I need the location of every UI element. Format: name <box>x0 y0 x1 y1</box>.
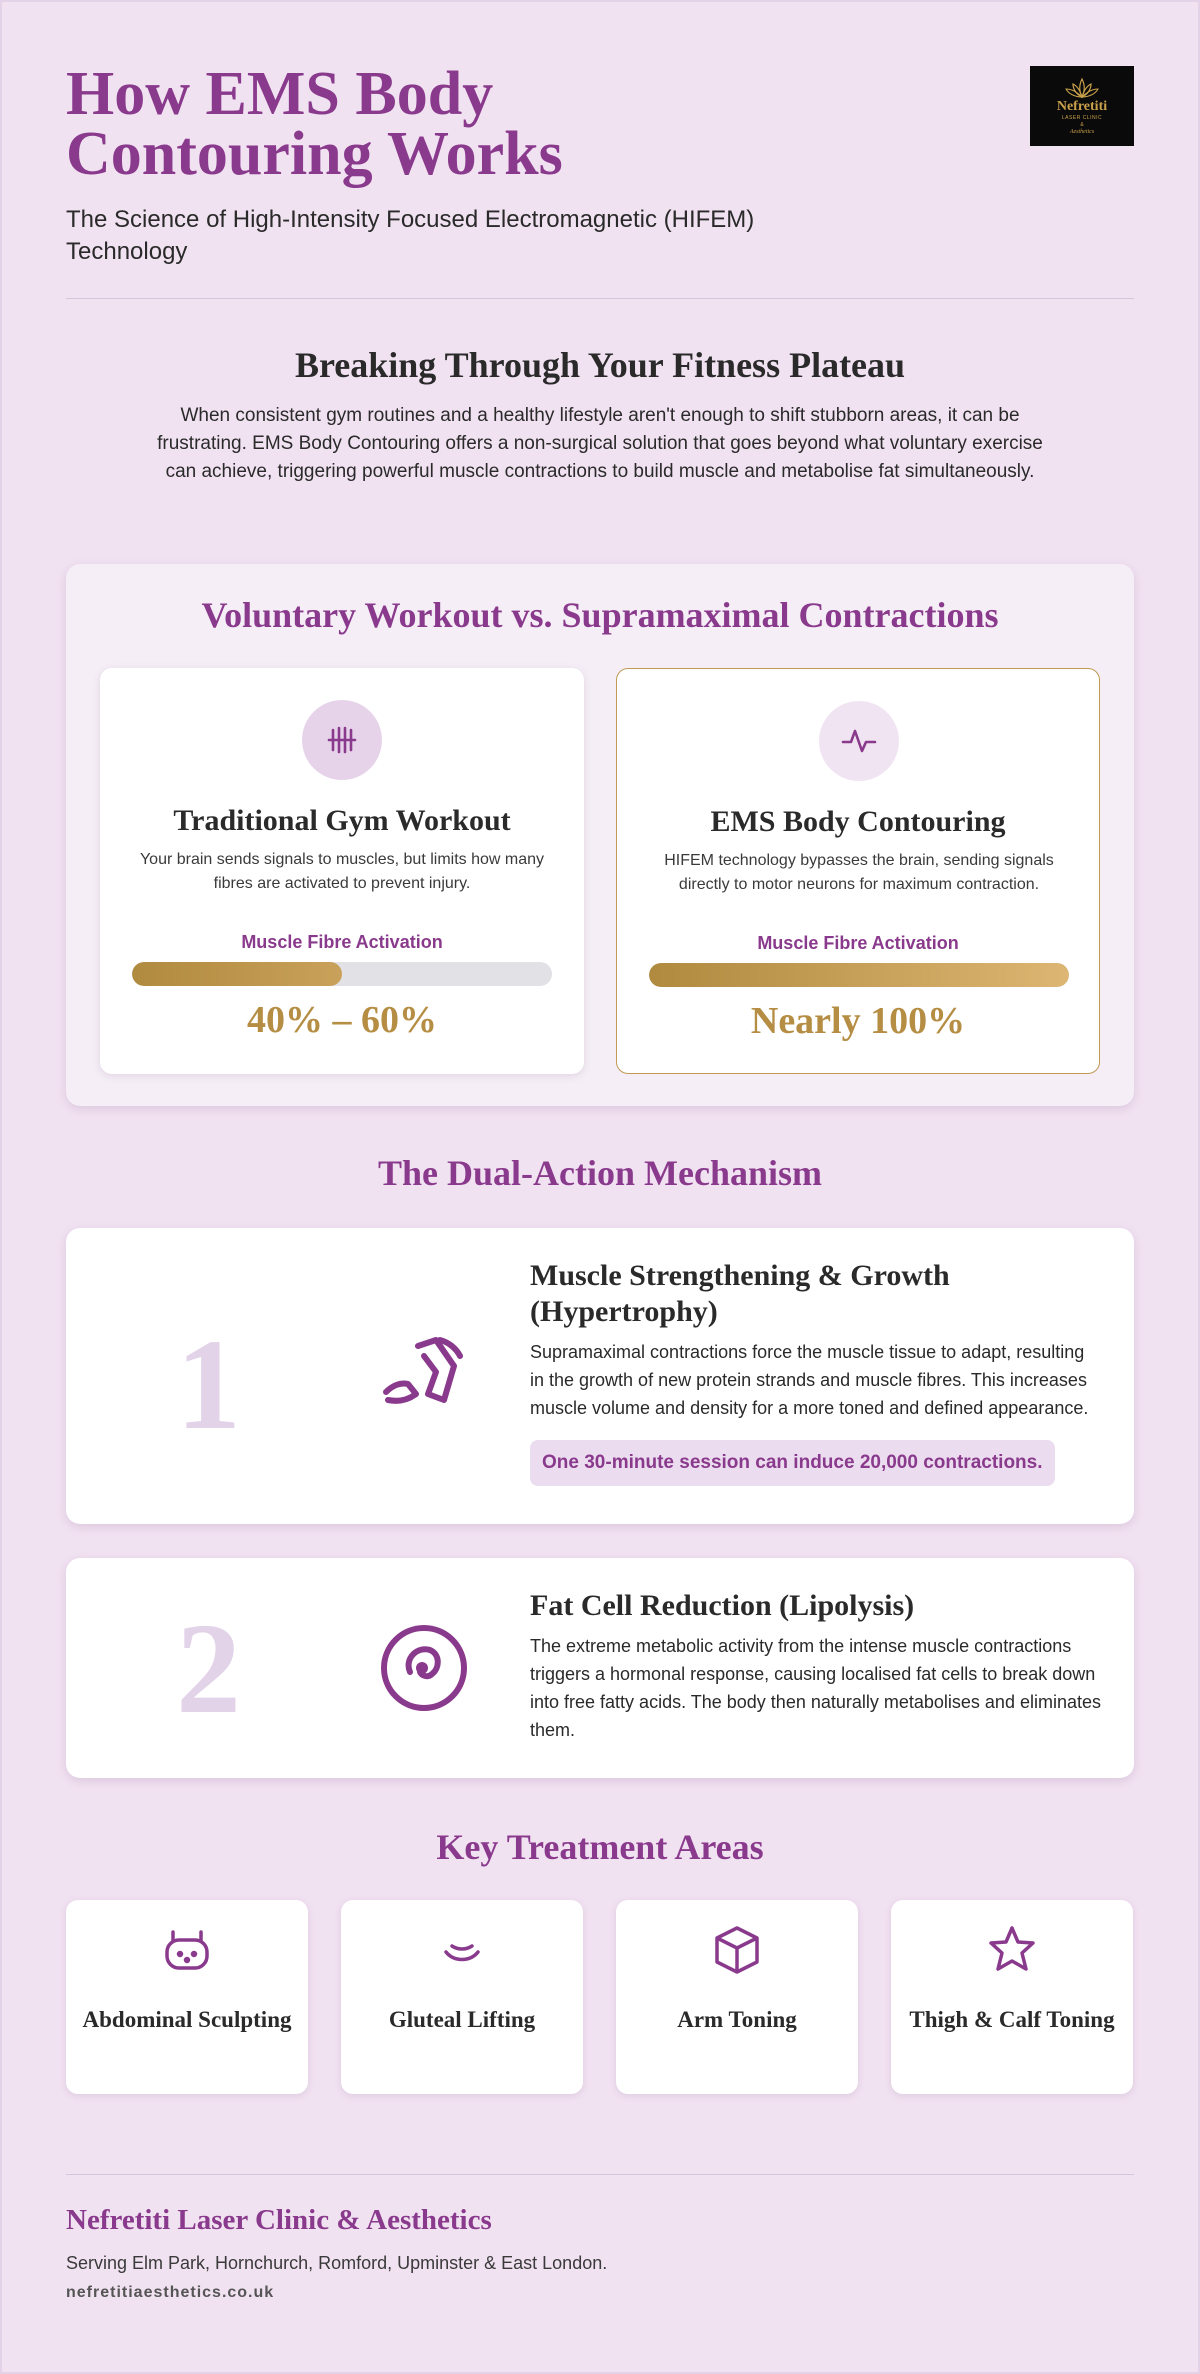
website-link[interactable]: nefretitiaesthetics.co.uk <box>66 2284 275 2301</box>
area-card-arm <box>616 1900 858 2094</box>
page-footer <box>66 2204 1134 2302</box>
cube-icon <box>711 1924 763 1976</box>
mechanism-text <box>530 1258 1102 1486</box>
pulse-icon <box>819 701 899 781</box>
card-description: HIFEM technology bypasses the brain, sending signals directly to motor neurons for maximum contraction. <box>664 852 1054 893</box>
intro-body: When consistent gym routines and a healthy lifestyle aren't enough to shift stubborn areas, it can be frustrating. EMS Body Contouring offers a non-surgical solution that goes beyond what voluntary exercise can achieve, triggering powerful muscle contractions to build muscle and metabolise fat simultaneously. <box>157 405 1043 482</box>
page-title: How EMS Body Contouring Works <box>66 60 563 188</box>
session-highlight: One 30-minute session can induce 20,000 contractions. <box>530 1440 1055 1486</box>
mechanism-card-hypertrophy <box>66 1228 1134 1524</box>
logo-line: & <box>1080 121 1084 128</box>
step-number: 1 <box>176 1313 241 1457</box>
fat-cell-icon <box>378 1622 470 1714</box>
area-label: Abdominal Sculpting <box>82 2007 292 2032</box>
metric-label: Muscle Fibre Activation <box>241 932 443 952</box>
mechanism-title: Muscle Strengthening & Growth (Hypertrophy) <box>530 1259 950 1328</box>
comparison-heading: Voluntary Workout vs. Supramaximal Contractions <box>201 595 999 635</box>
intro-section <box>150 344 1050 486</box>
metric-label: Muscle Fibre Activation <box>757 933 959 953</box>
star-icon <box>986 1924 1038 1976</box>
area-card-thigh-calf <box>891 1900 1133 2094</box>
header-divider <box>66 298 1134 299</box>
activation-bar-fill <box>132 962 342 986</box>
service-area: Serving Elm Park, Hornchurch, Romford, Upminster & East London. <box>66 2253 608 2273</box>
logo-line: Aesthetics <box>1069 128 1095 135</box>
lotus-icon <box>1065 77 1099 99</box>
step-number: 2 <box>176 1597 241 1741</box>
intro-heading: Breaking Through Your Fitness Plateau <box>294 345 906 385</box>
activation-value: 40% – 60% <box>247 999 437 1041</box>
mechanism-heading: The Dual-Action Mechanism <box>378 1153 822 1193</box>
arm-muscle-icon <box>378 1328 470 1420</box>
logo-brand: Nefretiti <box>1056 98 1108 114</box>
area-card-gluteal <box>341 1900 583 2094</box>
gym-workout-card <box>100 668 584 1074</box>
area-label: Thigh & Calf Toning <box>909 2007 1115 2032</box>
dumbbell-icon <box>302 700 382 780</box>
page-subtitle: The Science of High-Intensity Focused Electromagnetic (HIFEM) Technology <box>66 206 755 265</box>
comparison-panel <box>66 564 1134 1106</box>
footer-divider <box>66 2174 1134 2175</box>
abdomen-icon <box>161 1924 213 1976</box>
activation-bar-fill <box>649 963 1069 987</box>
mechanism-text <box>530 1588 1102 1744</box>
card-description: Your brain sends signals to muscles, but limits how many fibres are activated to prevent injury. <box>139 851 545 892</box>
clinic-logo <box>1030 66 1134 146</box>
ems-card <box>616 668 1100 1074</box>
mechanism-card-lipolysis <box>66 1558 1134 1778</box>
activation-bar <box>649 963 1069 987</box>
activation-bar <box>132 962 552 986</box>
area-label: Arm Toning <box>677 2007 797 2032</box>
mechanism-body: Supramaximal contractions force the muscle tissue to adapt, resulting in the growth of new protein strands and muscle fibres. This increases muscle volume and density for a more toned and defined appearance. <box>530 1342 1089 1418</box>
activation-value: Nearly 100% <box>750 1000 966 1042</box>
card-title: Traditional Gym Workout <box>173 804 511 837</box>
mechanism-title: Fat Cell Reduction (Lipolysis) <box>530 1589 915 1622</box>
area-card-abdominal <box>66 1900 308 2094</box>
card-title: EMS Body Contouring <box>710 805 1006 838</box>
mechanism-body: The extreme metabolic activity from the intense muscle contractions triggers a hormonal response, causing localised fat cells to break down into free fatty acids. The body then naturally metabolises and eliminates them. <box>530 1636 1101 1740</box>
page-header <box>66 60 1134 268</box>
glutes-icon <box>436 1924 488 1976</box>
areas-heading: Key Treatment Areas <box>436 1827 764 1867</box>
area-label: Gluteal Lifting <box>388 2007 536 2032</box>
logo-line: LASER CLINIC <box>1061 114 1103 121</box>
clinic-name: Nefretiti Laser Clinic & Aesthetics <box>66 2204 492 2236</box>
